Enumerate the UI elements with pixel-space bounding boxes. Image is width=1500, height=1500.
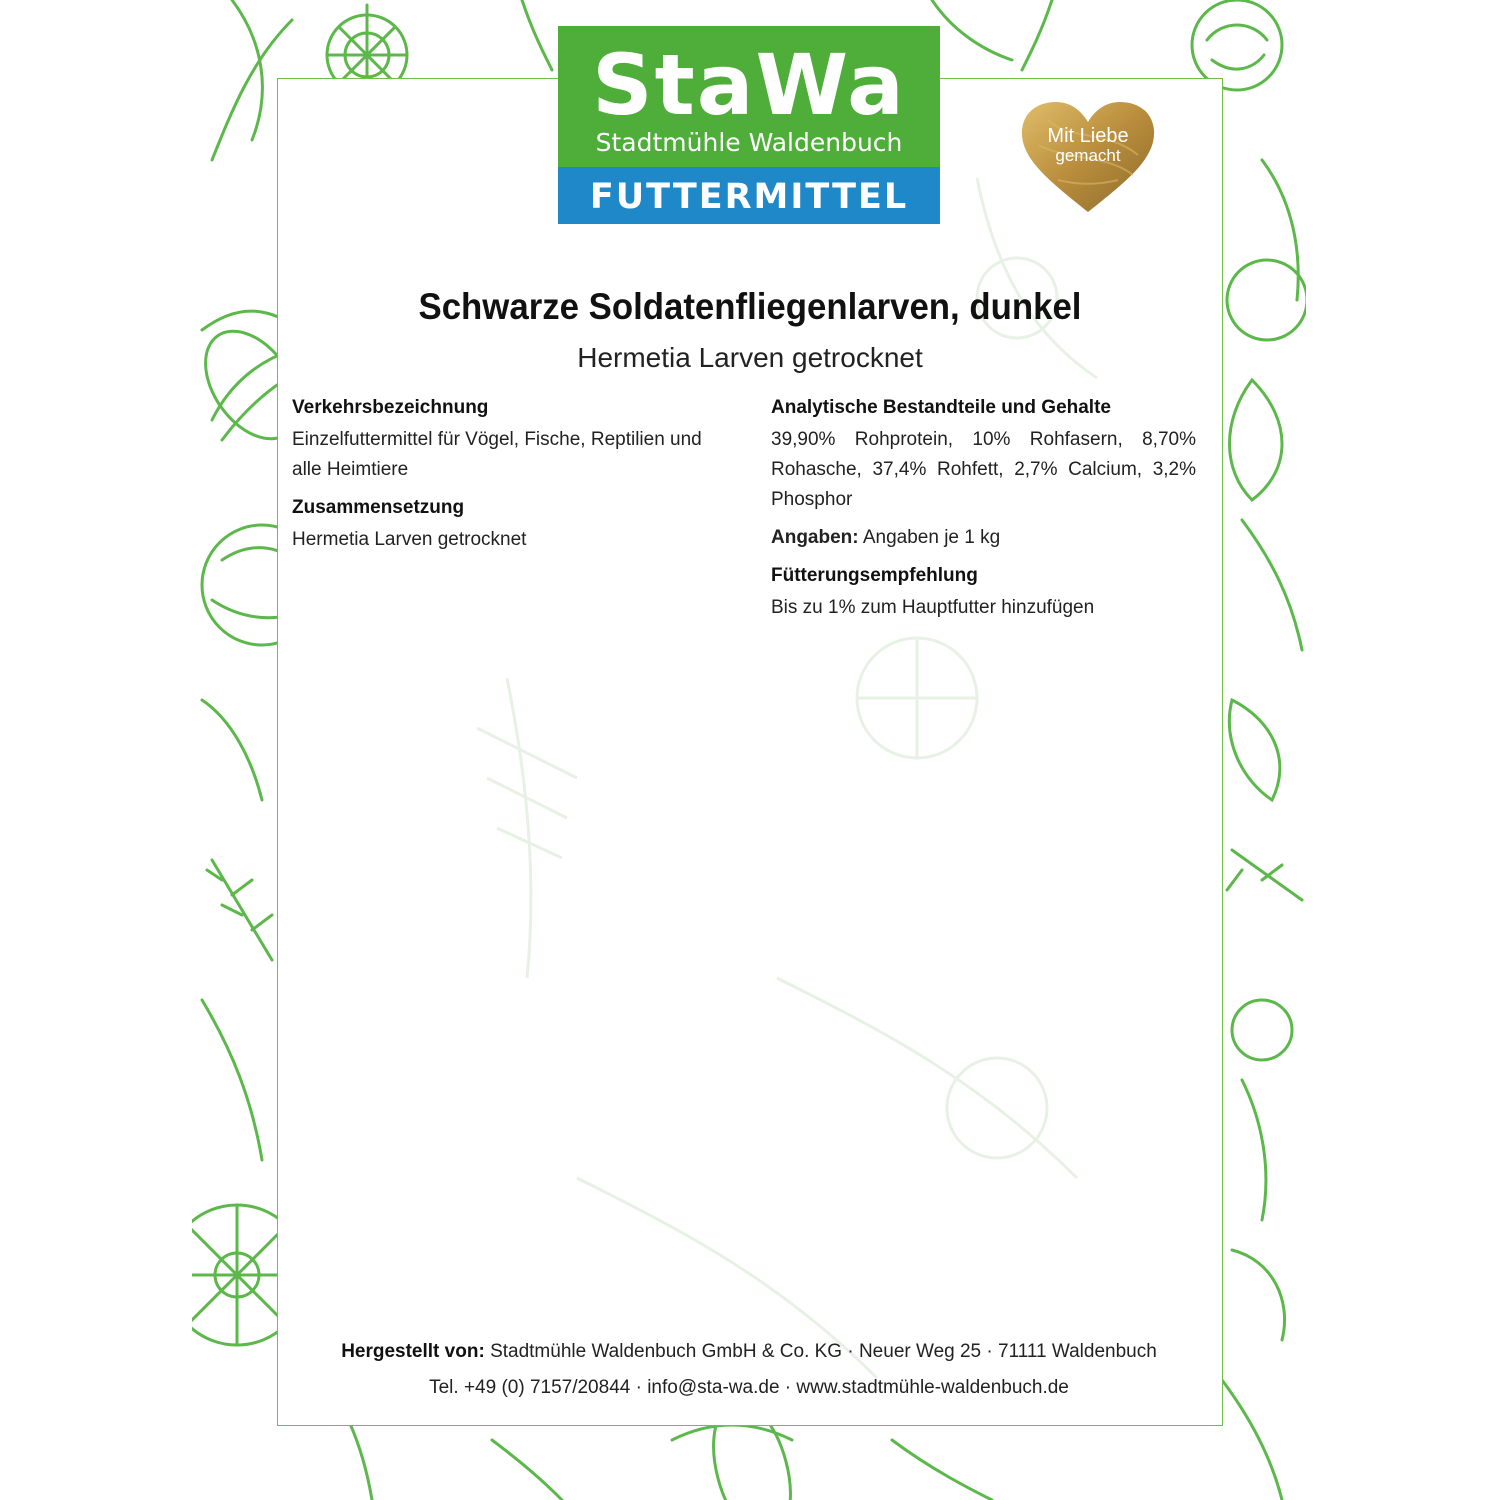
feeding-text: Bis zu 1% zum Hauptfutter hinzufügen bbox=[771, 597, 1095, 618]
manufacturer-line bbox=[292, 1334, 1206, 1370]
analysis-text: 39,90% Rohprotein, 10% Rohfasern, 8,70% Rohasche, 37,4% Rohfett, 2,7% Calcium, 3,2% Phosphor bbox=[771, 429, 1196, 510]
manufacturer-label: Hergestellt von: bbox=[341, 1341, 485, 1362]
composition-text: Hermetia Larven getrocknet bbox=[292, 529, 527, 550]
feeding-heading: Fütterungsempfehlung bbox=[771, 565, 978, 586]
right-column bbox=[771, 393, 1196, 631]
badge-line-1: Mit Liebe bbox=[1047, 125, 1129, 147]
details-text: Angaben je 1 kg bbox=[862, 527, 1001, 548]
details-label: Angaben: bbox=[771, 527, 859, 548]
logo-subtitle: Stadtmühle Waldenbuch bbox=[595, 128, 903, 157]
stawa-logo bbox=[558, 26, 940, 224]
manufacturer-address: Stadtmühle Waldenbuch GmbH & Co. KG · Neuer Weg 25 · 71111 Waldenbuch bbox=[490, 1341, 1157, 1362]
faded-botanical-watermark bbox=[277, 78, 1223, 1426]
logo-brand-name: StaWa bbox=[592, 36, 906, 134]
designation-heading: Verkehrsbezeichnung bbox=[292, 397, 489, 418]
badge-label bbox=[1018, 126, 1158, 166]
manufacturer-footer bbox=[292, 1334, 1206, 1406]
details-line bbox=[771, 523, 1196, 553]
product-title: Schwarze Soldatenfliegenlarven, dunkel bbox=[418, 286, 1082, 327]
product-subtitle: Hermetia Larven getrocknet bbox=[577, 342, 923, 373]
composition-heading: Zusammensetzung bbox=[292, 497, 465, 518]
left-column bbox=[292, 393, 732, 563]
logo-category: FUTTERMITTEL bbox=[589, 177, 909, 217]
contact-line: Tel. +49 (0) 7157/20844 · info@sta-wa.de · www.stadtmühle-waldenbuch.de bbox=[429, 1377, 1069, 1398]
analysis-heading: Analytische Bestandteile und Gehalte bbox=[771, 397, 1111, 418]
designation-text: Einzelfuttermittel für Vögel, Fische, Reptilien und alle Heimtiere bbox=[292, 429, 702, 480]
badge-line-2: gemacht bbox=[1055, 146, 1121, 165]
label-sheet bbox=[192, 0, 1306, 1500]
